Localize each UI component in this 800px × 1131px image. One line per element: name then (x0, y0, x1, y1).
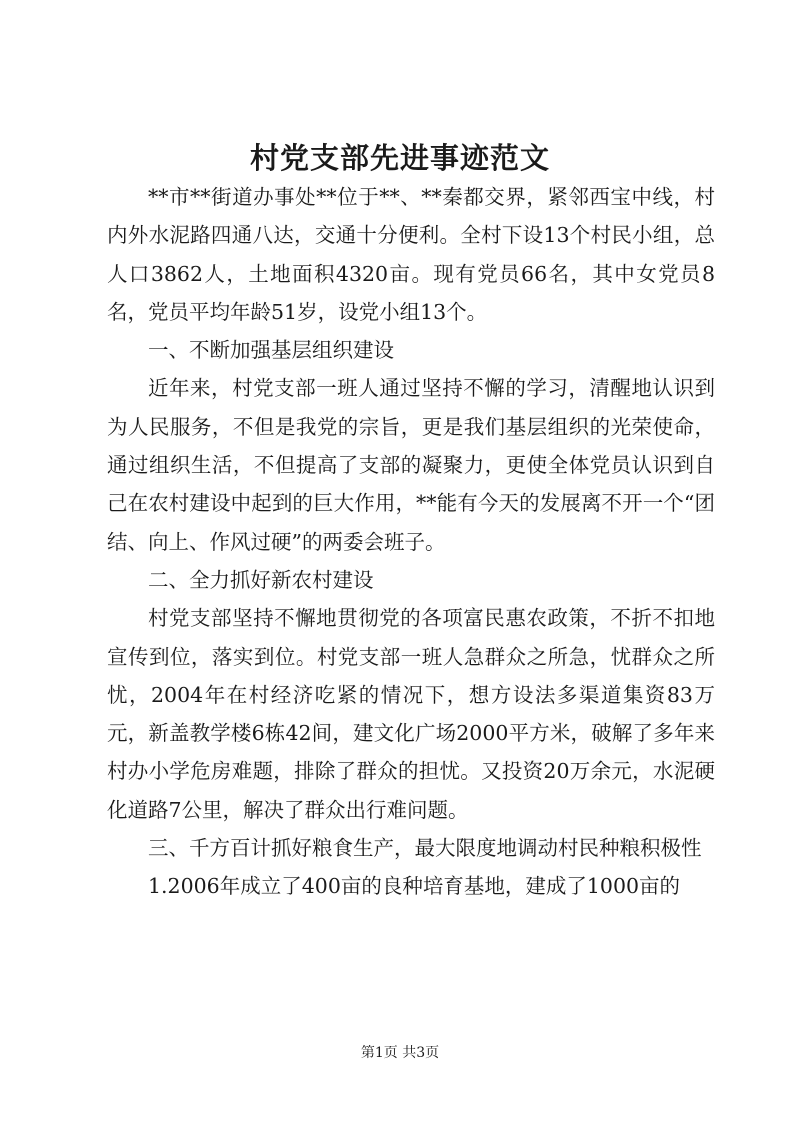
document-title: 村党支部先进事迹范文 (249, 141, 550, 175)
page-footer: 第1页 共3页 (360, 1045, 440, 1061)
paragraph-intro: **市**街道办事处**位于**、**秦都交界，紧邻西宝中线，村内外水泥路四通八达，交通十分便利。全村下设13个村民小组，总人口3862人，土地面积4320亩。现有党员66名，其中女党员8名，党员平均年龄51岁，设党小组13个。 (107, 185, 715, 324)
paragraph-section-1: 近年来，村党支部一班人通过坚持不懈的学习，清醒地认识到为人民服务，不但是我党的宗旨，更是我们基层组织的光荣使命，通过组织生活，不但提高了支部的凝聚力，更使全体党员认识到自己在农村建设中起到的巨大作用，**能有今天的发展离不开一个“团结、向上、作风过硬”的两委会班子。 (107, 376, 715, 554)
paragraph-section-2: 村党支部坚持不懈地贯彻党的各项富民惠农政策，不折不扣地宣传到位，落实到位。村党支部一班人急群众之所急，忧群众之所忧，2004年在村经济吃紧的情况下，想方设法多渠道集资83万元，新盖教学楼6栋42间，建文化广场2000平方米，破解了多年来村办小学危房难题，排除了群众的担忧。又投资20万余元，水泥硬化道路7公里，解决了群众出行难问题。 (107, 606, 715, 822)
section-heading-1: 一、不断加强基层组织建设 (148, 338, 394, 363)
section-heading-2: 二、全力抓好新农村建设 (148, 567, 374, 592)
document-body (107, 178, 715, 906)
paragraph-item-1: 1.2006年成立了400亩的良种培育基地，建成了1000亩的 (148, 874, 681, 899)
section-heading-3: 三、千方百计抓好粮食生产，最大限度地调动村民种粮积极性 (148, 836, 702, 861)
